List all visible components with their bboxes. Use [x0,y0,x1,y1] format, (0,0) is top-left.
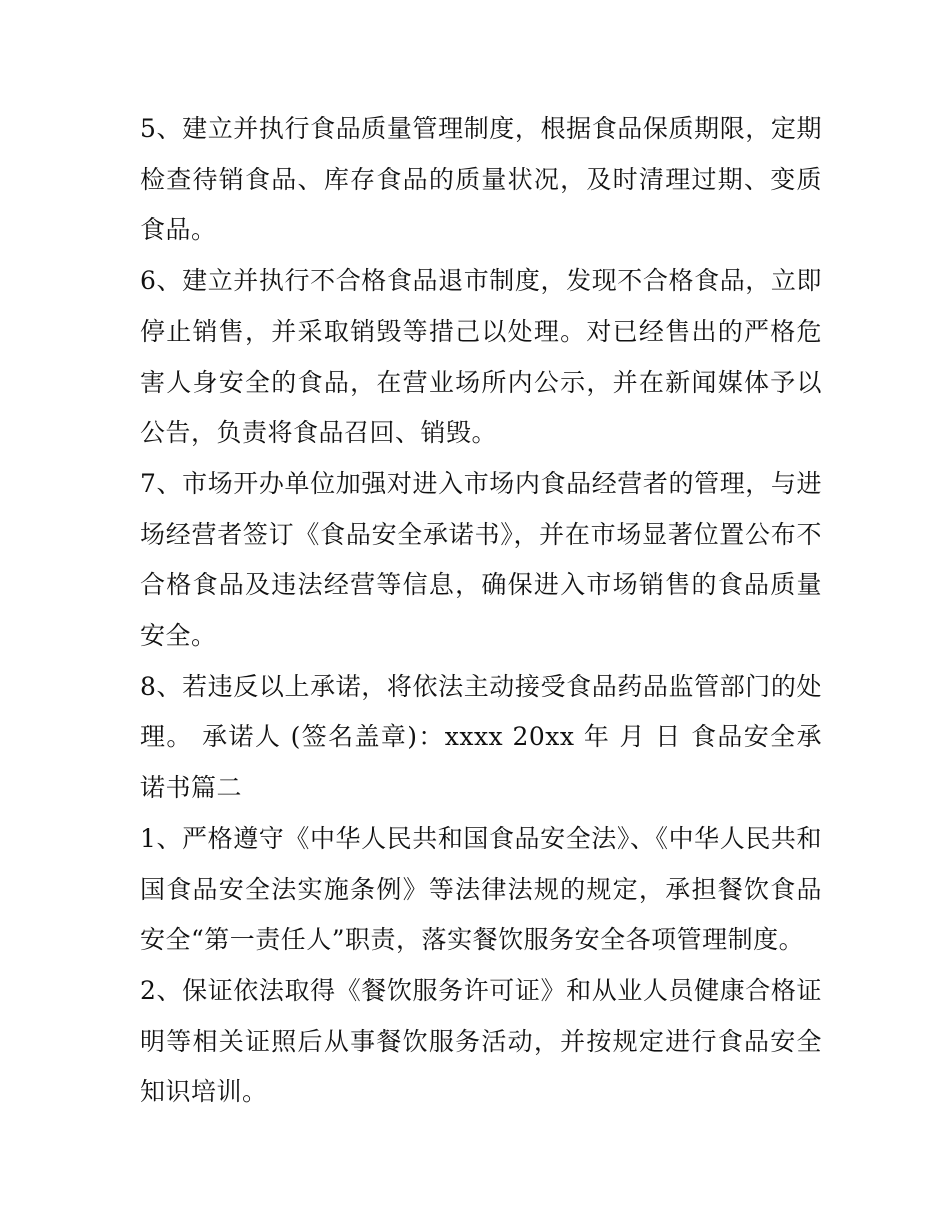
paragraph-item-7: 7、市场开办单位加强对进入市场内食品经营者的管理，与进场经营者签订《食品安全承诺书》，并在市场显著位置公布不合格食品及违法经营等信息，确保进入市场销售的食品质量安全。 [140,468,822,651]
paragraph-part2-item-1: 1、严格遵守《中华人民共和国食品安全法》、《中华人民共和国食品安全法实施条例》等法律法规的规定，承担餐饮食品安全“第一责任人”职责，落实餐饮服务安全各项管理制度。 [140,823,822,955]
paragraph-item-6: 6、建立并执行不合格食品退市制度，发现不合格食品，立即停止销售，并采取销毁等措己以处理。对已经售出的严格危害人身安全的食品，在营业场所内公示，并在新闻媒体予以公告，负责将食品召回、销毁。 [140,266,822,448]
paragraph-item-5: 5、建立并执行食品质量管理制度，根据食品保质期限，定期检查待销食品、库存食品的质量状况，及时清理过期、变质食品。 [140,114,822,245]
paragraph-item-8-and-signature: 8、若违反以上承诺，将依法主动接受食品药品监管部门的处理。 承诺人 (签名盖章)：xxxx 20xx 年 月 日 食品安全承诺书篇二 [140,671,822,803]
paragraph-part2-item-2: 2、保证依法取得《餐饮服务许可证》和从业人员健康合格证明等相关证照后从事餐饮服务活动，并按规定进行食品安全知识培训。 [140,975,822,1107]
document-body [140,104,822,1118]
